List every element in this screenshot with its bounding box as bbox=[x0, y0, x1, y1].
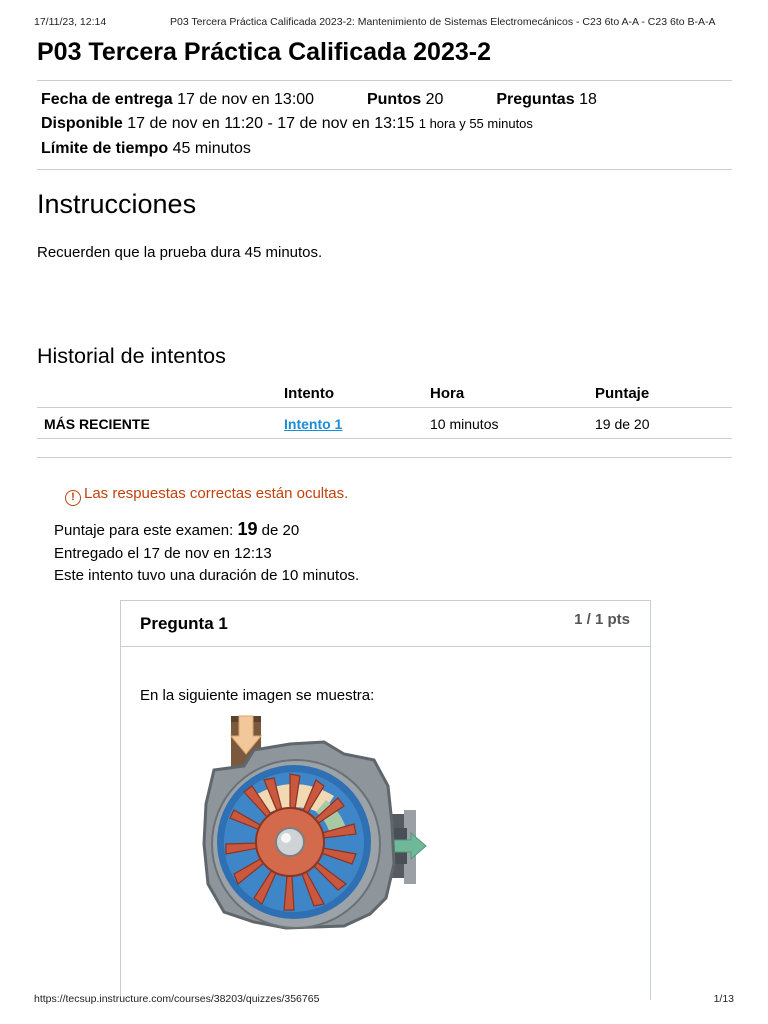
notice-text: Las respuestas correctas están ocultas. bbox=[84, 485, 349, 502]
score-value: 19 bbox=[237, 519, 258, 539]
duration-text: Este intento tuvo una duración de 10 minutos. bbox=[54, 567, 360, 584]
page-title: P03 Tercera Práctica Calificada 2023-2 bbox=[37, 38, 491, 66]
liquid-ring-vacuum-pump-illustration bbox=[194, 714, 434, 932]
print-footer bbox=[34, 993, 734, 1007]
question-text: En la siguiente imagen se muestra: bbox=[140, 687, 375, 704]
print-url: https://tecsup.instructure.com/courses/38203/quizzes/356765 bbox=[34, 993, 320, 1005]
attempt-1-link[interactable]: Intento 1 bbox=[284, 416, 343, 432]
history-heading: Historial de intentos bbox=[37, 344, 226, 368]
time-limit-label: Límite de tiempo bbox=[41, 140, 169, 157]
quiz-meta-row-3 bbox=[41, 140, 251, 158]
question-title: Pregunta 1 bbox=[140, 614, 228, 633]
column-header-time: Hora bbox=[430, 385, 465, 402]
due-label: Fecha de entrega bbox=[41, 91, 173, 108]
quiz-meta-row-2 bbox=[41, 115, 533, 133]
table-header bbox=[37, 378, 732, 408]
column-header-attempt: Intento bbox=[284, 385, 334, 402]
attempt-history-table bbox=[37, 378, 732, 439]
score-summary bbox=[54, 519, 299, 540]
points-label: Puntos bbox=[366, 91, 422, 108]
available-value: 17 de nov en 11:20 - 17 de nov en 13:15 bbox=[127, 115, 415, 132]
instructions-text: Recuerden que la prueba dura 45 minutos. bbox=[37, 244, 323, 261]
quiz-meta-row-1 bbox=[41, 91, 597, 109]
divider bbox=[37, 457, 732, 458]
print-document-title: P03 Tercera Práctica Calificada 2023-2: Mantenimiento de Sistemas Electromecánicos - C23 6to A-A - C23 6to B-A-A bbox=[170, 16, 716, 28]
attempt-time: 10 minutos bbox=[430, 416, 499, 432]
instructions-heading: Instrucciones bbox=[37, 189, 197, 219]
score-suffix: de 20 bbox=[261, 522, 300, 539]
divider bbox=[37, 80, 732, 81]
print-header bbox=[34, 16, 734, 30]
print-timestamp: 17/11/23, 12:14 bbox=[34, 16, 107, 28]
hidden-answers-notice bbox=[65, 485, 348, 506]
points-value: 20 bbox=[425, 91, 444, 108]
due-value: 17 de nov en 13:00 bbox=[177, 91, 315, 108]
question-card bbox=[120, 600, 651, 1000]
row-label-most-recent: MÁS RECIENTE bbox=[44, 416, 150, 432]
question-points: 1 / 1 pts bbox=[574, 611, 630, 628]
question-header bbox=[121, 601, 650, 647]
column-header-score: Puntaje bbox=[595, 385, 650, 402]
print-page-number: 1/13 bbox=[713, 993, 734, 1005]
available-duration: 1 hora y 55 minutos bbox=[418, 116, 533, 131]
score-prefix: Puntaje para este examen: bbox=[54, 522, 234, 539]
questions-label: Preguntas bbox=[496, 91, 575, 108]
table-row bbox=[37, 408, 732, 439]
divider bbox=[37, 169, 732, 170]
available-label: Disponible bbox=[41, 115, 123, 132]
attempt-score: 19 de 20 bbox=[595, 416, 650, 432]
questions-value: 18 bbox=[579, 91, 597, 108]
alert-icon: ! bbox=[65, 490, 81, 506]
submitted-text: Entregado el 17 de nov en 12:13 bbox=[54, 545, 272, 562]
time-limit-value: 45 minutos bbox=[172, 140, 251, 157]
